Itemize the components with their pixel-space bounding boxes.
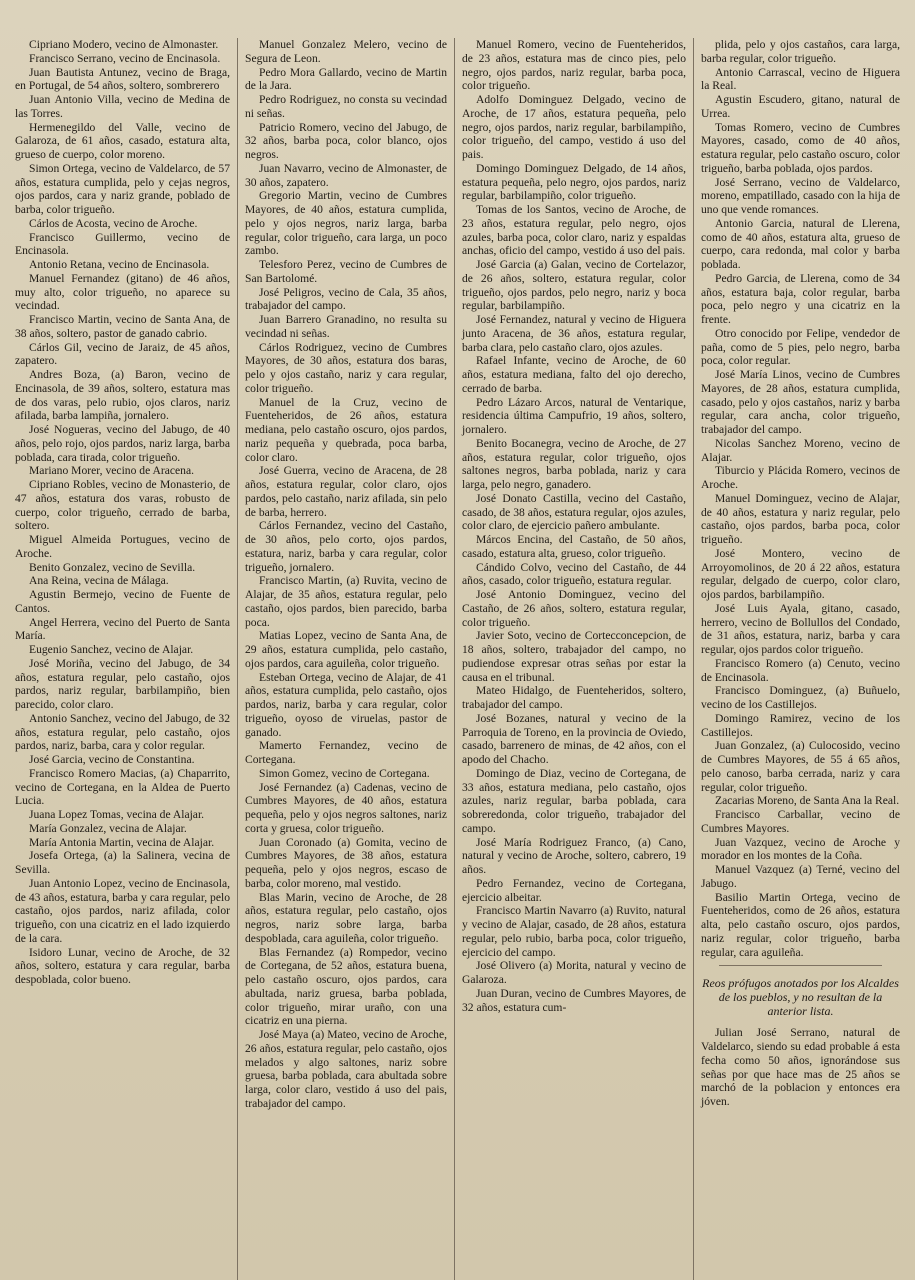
fugitive-entry: Pedro Lázaro Arcos, natural de Ventarique, residencia última Campufrio, 19 años, soltero, jornalero. xyxy=(462,395,686,436)
fugitive-entry: Cipriano Robles, vecino de Monasterio, de 47 años, estatura dos varas, robusto de cuerpo, color trigueño, cerrado de barba, soltero. xyxy=(15,478,230,533)
fugitive-entry: José Montero, vecino de Arroyomolinos, de 20 á 22 años, estatura regular, delgado de cuerpo, color claro, ojos pardos, barbilampiño. xyxy=(701,546,900,601)
fugitive-entry: José Garcia, vecino de Constantina. xyxy=(29,753,195,766)
column-4-entries xyxy=(701,38,900,959)
fugitive-entry: José Garcia (a) Galan, vecino de Cortelazor, de 26 años, soltero, estatura regular, color trigueño, ojos pardos, pelo negro, nariz y boca regular, barbilampiño. xyxy=(462,258,686,313)
fugitive-entry: José Luis Ayala, gitano, casado, herrero, vecino de Bollullos del Condado, de 31 años, estatura, nariz, barba y cara regular, ojos pardos color trigueño. xyxy=(701,601,900,656)
fugitive-entry: Francisco Romero (a) Cenuto, vecino de Encinasola. xyxy=(701,656,900,684)
column-2 xyxy=(237,38,454,1280)
fugitive-entry: Cárlos Rodriguez, vecino de Cumbres Mayores, de 30 años, estatura dos baras, pelo y ojos castaño, nariz y cara regular, color trigueño. xyxy=(245,340,447,395)
fugitive-entry: Pedro Mora Gallardo, vecino de Martin de la Jara. xyxy=(245,65,447,93)
fugitive-entry: José Olivero (a) Morita, natural y vecino de Galaroza. xyxy=(462,959,686,986)
fugitive-entry: Cándido Colvo, vecino del Castaño, de 44 años, casado, color trigueño, estatura regular. xyxy=(462,560,686,588)
fugitive-entry: Rafael Infante, vecino de Aroche, de 60 años, estatura mediana, falto del ojo derecho, cerrado de barba. xyxy=(462,354,686,395)
fugitive-entry: Angel Herrera, vecino del Puerto de Santa María. xyxy=(15,615,230,643)
fugitive-entry: Francisco Martin Navarro (a) Ruvito, natural y vecino de Alajar, casado, de 28 años, estatura regular, pelo rubio, barba poca, color trigueño, ejercicio del campo. xyxy=(462,904,686,959)
fugitive-entry: José Nogueras, vecino del Jabugo, de 40 años, pelo rojo, ojos pardos, nariz larga, barba poblada, cara tirada, color trigueño. xyxy=(15,423,230,464)
fugitive-entry: Cárlos Fernandez, vecino del Castaño, de 30 años, pelo corto, ojos pardos, estatura, nariz, barba y cara regular, color trigueño, jornalero. xyxy=(245,519,447,574)
fugitive-entry: plida, pelo y ojos castaños, cara larga, barba regular, color trigueño. xyxy=(701,38,900,65)
fugitive-entry: María Gonzalez, vecina de Alajar. xyxy=(29,821,187,835)
fugitive-entry: José Antonio Dominguez, vecino del Castaño, de 26 años, soltero, estatura regular, color trigueño. xyxy=(462,588,686,629)
fugitive-entry: Manuel Dominguez, vecino de Alajar, de 40 años, estatura y nariz regular, pelo castaño, ojos pardos, barba poca, color trigueño. xyxy=(701,491,900,546)
fugitive-entry: Francisco Serrano, vecino de Encinasola. xyxy=(29,51,221,65)
fugitive-entry: Mariano Morer, vecino de Aracena. xyxy=(29,464,194,478)
fugitive-entry: Juan Coronado (a) Gomita, vecino de Cumbres Mayores, de 38 años, estatura pequeña, pelo y ojos negros, escaso de barba, color moreno, mal vestido. xyxy=(245,835,447,890)
fugitive-entry: Adolfo Dominguez Delgado, vecino de Aroche, de 17 años, estatura pequeña, pelo negro, ojos pardos, nariz regular, barbilampiño, color trigueño, del campo, vestido á uso del pais. xyxy=(462,93,686,161)
fugitive-entry: Manuel Gonzalez Melero, vecino de Segura de Leon. xyxy=(245,38,447,65)
fugitive-entry: Simon Gomez, vecino de Cortegana. xyxy=(259,766,430,780)
fugitive-entry: Isidoro Lunar, vecino de Aroche, de 32 años, soltero, estatura y cara regular, barba despoblada, color bueno. xyxy=(15,945,230,986)
section-heading: Reos prófugos anotados por los Alcaldes de los pueblos, y no resultan de la anterior lista. xyxy=(702,976,899,1019)
fugitive-entry: Andres Boza, (a) Baron, vecino de Encinasola, de 39 años, soltero, estatura mas de dos varas, pelo rubio, ojos claros, nariz afilada, barba lampiña, jornalero. xyxy=(15,368,230,423)
fugitive-entry: Juan Barrero Granadino, no resulta su vecindad ni señas. xyxy=(245,313,447,340)
fugitive-entry: José Maya (a) Mateo, vecino de Aroche, 26 años, estatura regular, pelo castaño, ojos melados y algo saltones, nariz sobre gruesa, barba poblada, cara abultada sobre larga, color claro, vestido á uso del pais, trabajador del campo. xyxy=(245,1028,447,1110)
fugitive-entry: Telesforo Perez, vecino de Cumbres de San Bartolomé. xyxy=(245,258,447,285)
fugitive-entry: Juan Duran, vecino de Cumbres Mayores, de 32 años, estatura cum- xyxy=(462,986,686,1014)
fugitive-entry: Benito Gonzalez, vecino de Sevilla. xyxy=(29,560,196,574)
fugitive-entry: Francisco Martin, vecino de Santa Ana, de 38 años, soltero, pastor de ganado cabrio. xyxy=(15,313,230,340)
column-1 xyxy=(8,38,237,1280)
fugitive-entry: Benito Bocanegra, vecino de Aroche, de 27 años, estatura regular, color trigueño, ojos saltones negros, barba poblada, nariz y cara larga, pelo negro, ganadero. xyxy=(462,436,686,491)
fugitive-entry: Cipriano Modero, vecino de Almonaster. xyxy=(29,38,219,51)
fugitive-entry: Josefa Ortega, (a) la Salinera, vecina de Sevilla. xyxy=(15,849,230,876)
fugitive-entry: Antonio Retana, vecino de Encinasola. xyxy=(29,258,210,271)
fugitive-entry: Tiburcio y Plácida Romero, vecinos de Aroche. xyxy=(701,464,900,491)
fugitive-entry: Juan Navarro, vecino de Almonaster, de 30 años, zapatero. xyxy=(245,161,447,189)
column-4 xyxy=(693,38,907,1280)
fugitive-entry: Manuel Romero, vecino de Fuenteheridos, de 23 años, estatura mas de cinco pies, pelo negro, ojos pardos, nariz regular, barba poca, color trigueño. xyxy=(462,38,686,93)
fugitive-entry: Manuel Fernandez (gitano) de 46 años, muy alto, color trigueño, no aparece su vecindad. xyxy=(15,271,230,313)
fugitive-entry: Francisco Guillermo, vecino de Encinasola. xyxy=(15,230,230,258)
fugitive-entry: Hermenegildo del Valle, vecino de Galaroza, de 61 años, casado, estatura alta, grueso de cuerpo, color moreno. xyxy=(15,120,230,161)
fugitive-entry: José Fernandez (a) Cadenas, vecino de Cumbres Mayores, de 40 años, estatura pequeña, pelo y ojos negros saltones, nariz corta y gruesa, color trigueño. xyxy=(245,780,447,835)
column-3 xyxy=(454,38,693,1280)
section-entries xyxy=(701,1026,900,1109)
fugitive-entry: Antonio Sanchez, vecino del Jabugo, de 32 años, estatura regular, pelo castaño, ojos pardos, nariz, barba, cara y color regular. xyxy=(15,711,230,753)
fugitive-entry: Eugenio Sanchez, vecino de Alajar. xyxy=(29,643,194,656)
fugitive-entry: Francisco Martin, (a) Ruvita, vecino de Alajar, de 35 años, estatura regular, pelo castaño, ojos pardos, bien parecido, barba poca. xyxy=(245,574,447,629)
fugitive-entry: José Serrano, vecino de Valdelarco, moreno, empatillado, casado con la hija de uno que vende romances. xyxy=(701,175,900,216)
fugitive-entry: Juan Gonzalez, (a) Culocosido, vecino de Cumbres Mayores, de 55 á 65 años, pelo canoso, barba cerrada, nariz y cara regular, color trigueño. xyxy=(701,739,900,794)
fugitive-entry: Tomas Romero, vecino de Cumbres Mayores, casado, como de 40 años, estatura regular, pelo castaño oscuro, color trigueño, barba poblada, ojos pardos. xyxy=(701,120,900,175)
fugitive-entry: José Peligros, vecino de Cala, 35 años, trabajador del campo. xyxy=(245,285,447,313)
fugitive-entry: Francisco Carballar, vecino de Cumbres Mayores. xyxy=(701,808,900,835)
fugitive-entry: Nicolas Sanchez Moreno, vecino de Alajar. xyxy=(701,436,900,464)
fugitive-entry: Patricio Romero, vecino del Jabugo, de 32 años, barba poca, color blanco, ojos negros. xyxy=(245,120,447,161)
fugitive-entry: Mamerto Fernandez, vecino de Cortegana. xyxy=(245,739,447,766)
fugitive-entry: Juan Vazquez, vecino de Aroche y morador en los montes de la Coña. xyxy=(701,835,900,863)
fugitive-entry: María Antonia Martin, vecina de Alajar. xyxy=(29,835,215,849)
fugitive-entry: Pedro Rodriguez, no consta su vecindad ni señas. xyxy=(245,93,447,120)
fugitive-entry: José Moriña, vecino del Jabugo, de 34 años, estatura regular, pelo castaño, ojos pardos, nariz regular, barbilampiño, bien parecido, color claro. xyxy=(15,656,230,711)
fugitive-entry: Antonio Garcia, natural de Llerena, como de 40 años, estatura alta, grueso de cuerpo, cara redonda, mal color y barba poblada. xyxy=(701,216,900,271)
fugitive-entry: Esteban Ortega, vecino de Alajar, de 41 años, estatura cumplida, pelo castaño, ojos pardos, nariz, barba y cara regular, color trigueño, oyoso de viruelas, pastor de ganado. xyxy=(245,670,447,739)
fugitive-entry: Domingo Dominguez Delgado, de 14 años, estatura pequeña, pelo negro, ojos pardos, nariz regular, barbilampiño, color trigueño. xyxy=(462,161,686,203)
fugitive-entry: Cárlos de Acosta, vecino de Aroche. xyxy=(29,216,198,230)
fugitive-entry: Agustin Bermejo, vecino de Fuente de Cantos. xyxy=(15,588,230,615)
fugitive-entry: Julian José Serrano, natural de Valdelarco, siendo su edad probable á esta fecha como 50 años, ignorándose sus señas por que hace mas de 25 años se marchó de la poblacion y entonces era jóven. xyxy=(701,1026,900,1108)
section-divider xyxy=(719,965,882,966)
fugitive-entry: Juana Lopez Tomas, vecina de Alajar. xyxy=(29,808,205,821)
fugitive-entry: José María Linos, vecino de Cumbres Mayores, de 28 años, estatura cumplida, casado, pelo y ojos castaños, nariz y barba regular, cara ancha, color trigueño, trabajador del campo. xyxy=(701,368,900,436)
fugitive-entry: Pedro Fernandez, vecino de Cortegana, ejercicio albeitar. xyxy=(462,876,686,904)
fugitive-entry: Juan Antonio Villa, vecino de Medina de las Torres. xyxy=(15,93,230,120)
fugitive-entry: Francisco Dominguez, (a) Buñuelo, vecino de los Castillejos. xyxy=(701,684,900,711)
fugitive-entry: Basilio Martin Ortega, vecino de Fuenteheridos, como de 26 años, estatura alta, pelo castaño oscuro, ojos pardos, nariz regular, color trigueño, barba regular, cara aguileña. xyxy=(701,890,900,959)
fugitive-entry: Domingo Ramirez, vecino de los Castillejos. xyxy=(701,711,900,739)
fugitive-entry: Manuel de la Cruz, vecino de Fuenteheridos, de 26 años, estatura mediana, pelo castaño oscuro, ojos pardos, nariz pequeña y quebrada, poca barba, color claro. xyxy=(245,395,447,464)
fugitive-entry: Otro conocido por Felipe, vendedor de paña, como de 5 pies, pelo negro, barba poca, color regular. xyxy=(701,326,900,368)
fugitive-entry: Zacarias Moreno, de Santa Ana la Real. xyxy=(715,794,900,808)
fugitive-entry: Blas Marin, vecino de Aroche, de 28 años, estatura regular, pelo castaño, ojos negros, nariz sobre larga, barba despoblada, cara aguileña, color trigueño. xyxy=(245,890,447,945)
fugitive-entry: Javier Soto, vecino de Cortecconcepcion, de 18 años, soltero, trabajador del campo, no pudiendose expresar otras señas por estar la causa en el tribunal. xyxy=(462,629,686,684)
fugitive-entry: José Bozanes, natural y vecino de la Parroquia de Toreno, en la provincia de Oviedo, casado, barrenero de minas, de 42 años, con el apodo del Chacho. xyxy=(462,711,686,766)
fugitive-entry: Francisco Romero Macias, (a) Chaparrito, vecino de Cortegana, en la Aldea de Puerto Lucia. xyxy=(15,766,230,808)
fugitive-entry: Cárlos Gil, vecino de Jaraiz, de 45 años, zapatero. xyxy=(15,340,230,368)
fugitive-entry: Ana Reina, vecina de Málaga. xyxy=(29,574,169,588)
fugitive-entry: Gregorio Martin, vecino de Cumbres Mayores, de 40 años, estatura cumplida, pelo y ojos negros, nariz larga, barba regular, color trigueño, cara larga, un poco zambo. xyxy=(245,189,447,258)
fugitive-entry: Miguel Almeida Portugues, vecino de Aroche. xyxy=(15,533,230,560)
fugitive-entry: Antonio Carrascal, vecino de Higuera la Real. xyxy=(701,65,900,93)
fugitive-entry: José Guerra, vecino de Aracena, de 28 años, estatura regular, color claro, ojos pardos, pelo castaño, nariz afilada, sin pelo de barba, herrero. xyxy=(245,464,447,519)
fugitive-entry: Simon Ortega, vecino de Valdelarco, de 57 años, estatura cumplida, pelo y cejas negros, ojos pardos, cara y nariz grande, poblado de barba, color trigueño. xyxy=(15,161,230,216)
fugitive-entry: Manuel Vazquez (a) Terné, vecino del Jabugo. xyxy=(701,863,900,890)
fugitive-entry: Mateo Hidalgo, de Fuenteheridos, soltero, trabajador del campo. xyxy=(462,684,686,711)
fugitive-entry: José Donato Castilla, vecino del Castaño, casado, de 38 años, estatura regular, ojos azules, color claro, de ejercicio pañero ambulante. xyxy=(462,491,686,533)
fugitive-entry: Matias Lopez, vecino de Santa Ana, de 29 años, estatura cumplida, pelo castaño, ojos pardos, cara aguileña, color trigueño. xyxy=(245,629,447,670)
fugitive-entry: Blas Fernandez (a) Rompedor, vecino de Cortegana, de 52 años, estatura buena, pelo castaño oscuro, ojos pardos, cara abultada, nariz gruesa, barba poblada, color trigueño, mirar uraño, con una cicatriz en una pierna. xyxy=(245,945,447,1028)
fugitive-entry: José María Rodriguez Franco, (a) Cano, natural y vecino de Aroche, soltero, cabrero, 19 años. xyxy=(462,835,686,876)
fugitive-entry: Juan Bautista Antunez, vecino de Braga, en Portugal, de 54 años, soltero, sombrerero xyxy=(15,65,230,93)
fugitive-entry: Juan Antonio Lopez, vecino de Encinasola, de 43 años, estatura, barba y cara regular, pelo castaño, ojos pardos, nariz afilada, color trigueño, con una cicatriz en el lado izquierdo de la cara. xyxy=(15,876,230,945)
fugitive-entry: Márcos Encina, del Castaño, de 50 años, casado, estatura alta, grueso, color trigueño. xyxy=(462,533,686,560)
fugitive-entry: Agustin Escudero, gitano, natural de Urrea. xyxy=(701,93,900,120)
fugitive-entry: José Fernandez, natural y vecino de Higuera junto Aracena, de 36 años, estatura regular, barba clara, pelo castaño claro, ojos azules. xyxy=(462,313,686,354)
fugitive-entry: Domingo de Diaz, vecino de Cortegana, de 33 años, estatura mediana, pelo castaño, ojos azules, nariz regular, barba poblada, cara sobreredonda, color trigueño, trabajador del campo. xyxy=(462,766,686,835)
fugitive-entry: Pedro Garcia, de Llerena, como de 34 años, estatura baja, color regular, barba poca, pelo negro y una cicatriz en la frente. xyxy=(701,271,900,326)
fugitive-entry: Tomas de los Santos, vecino de Aroche, de 23 años, estatura regular, pelo negro, ojos azules, barba poca, color claro, nariz y espaldas anchas, oficio del campo, vestido á uso del pais. xyxy=(462,203,686,258)
